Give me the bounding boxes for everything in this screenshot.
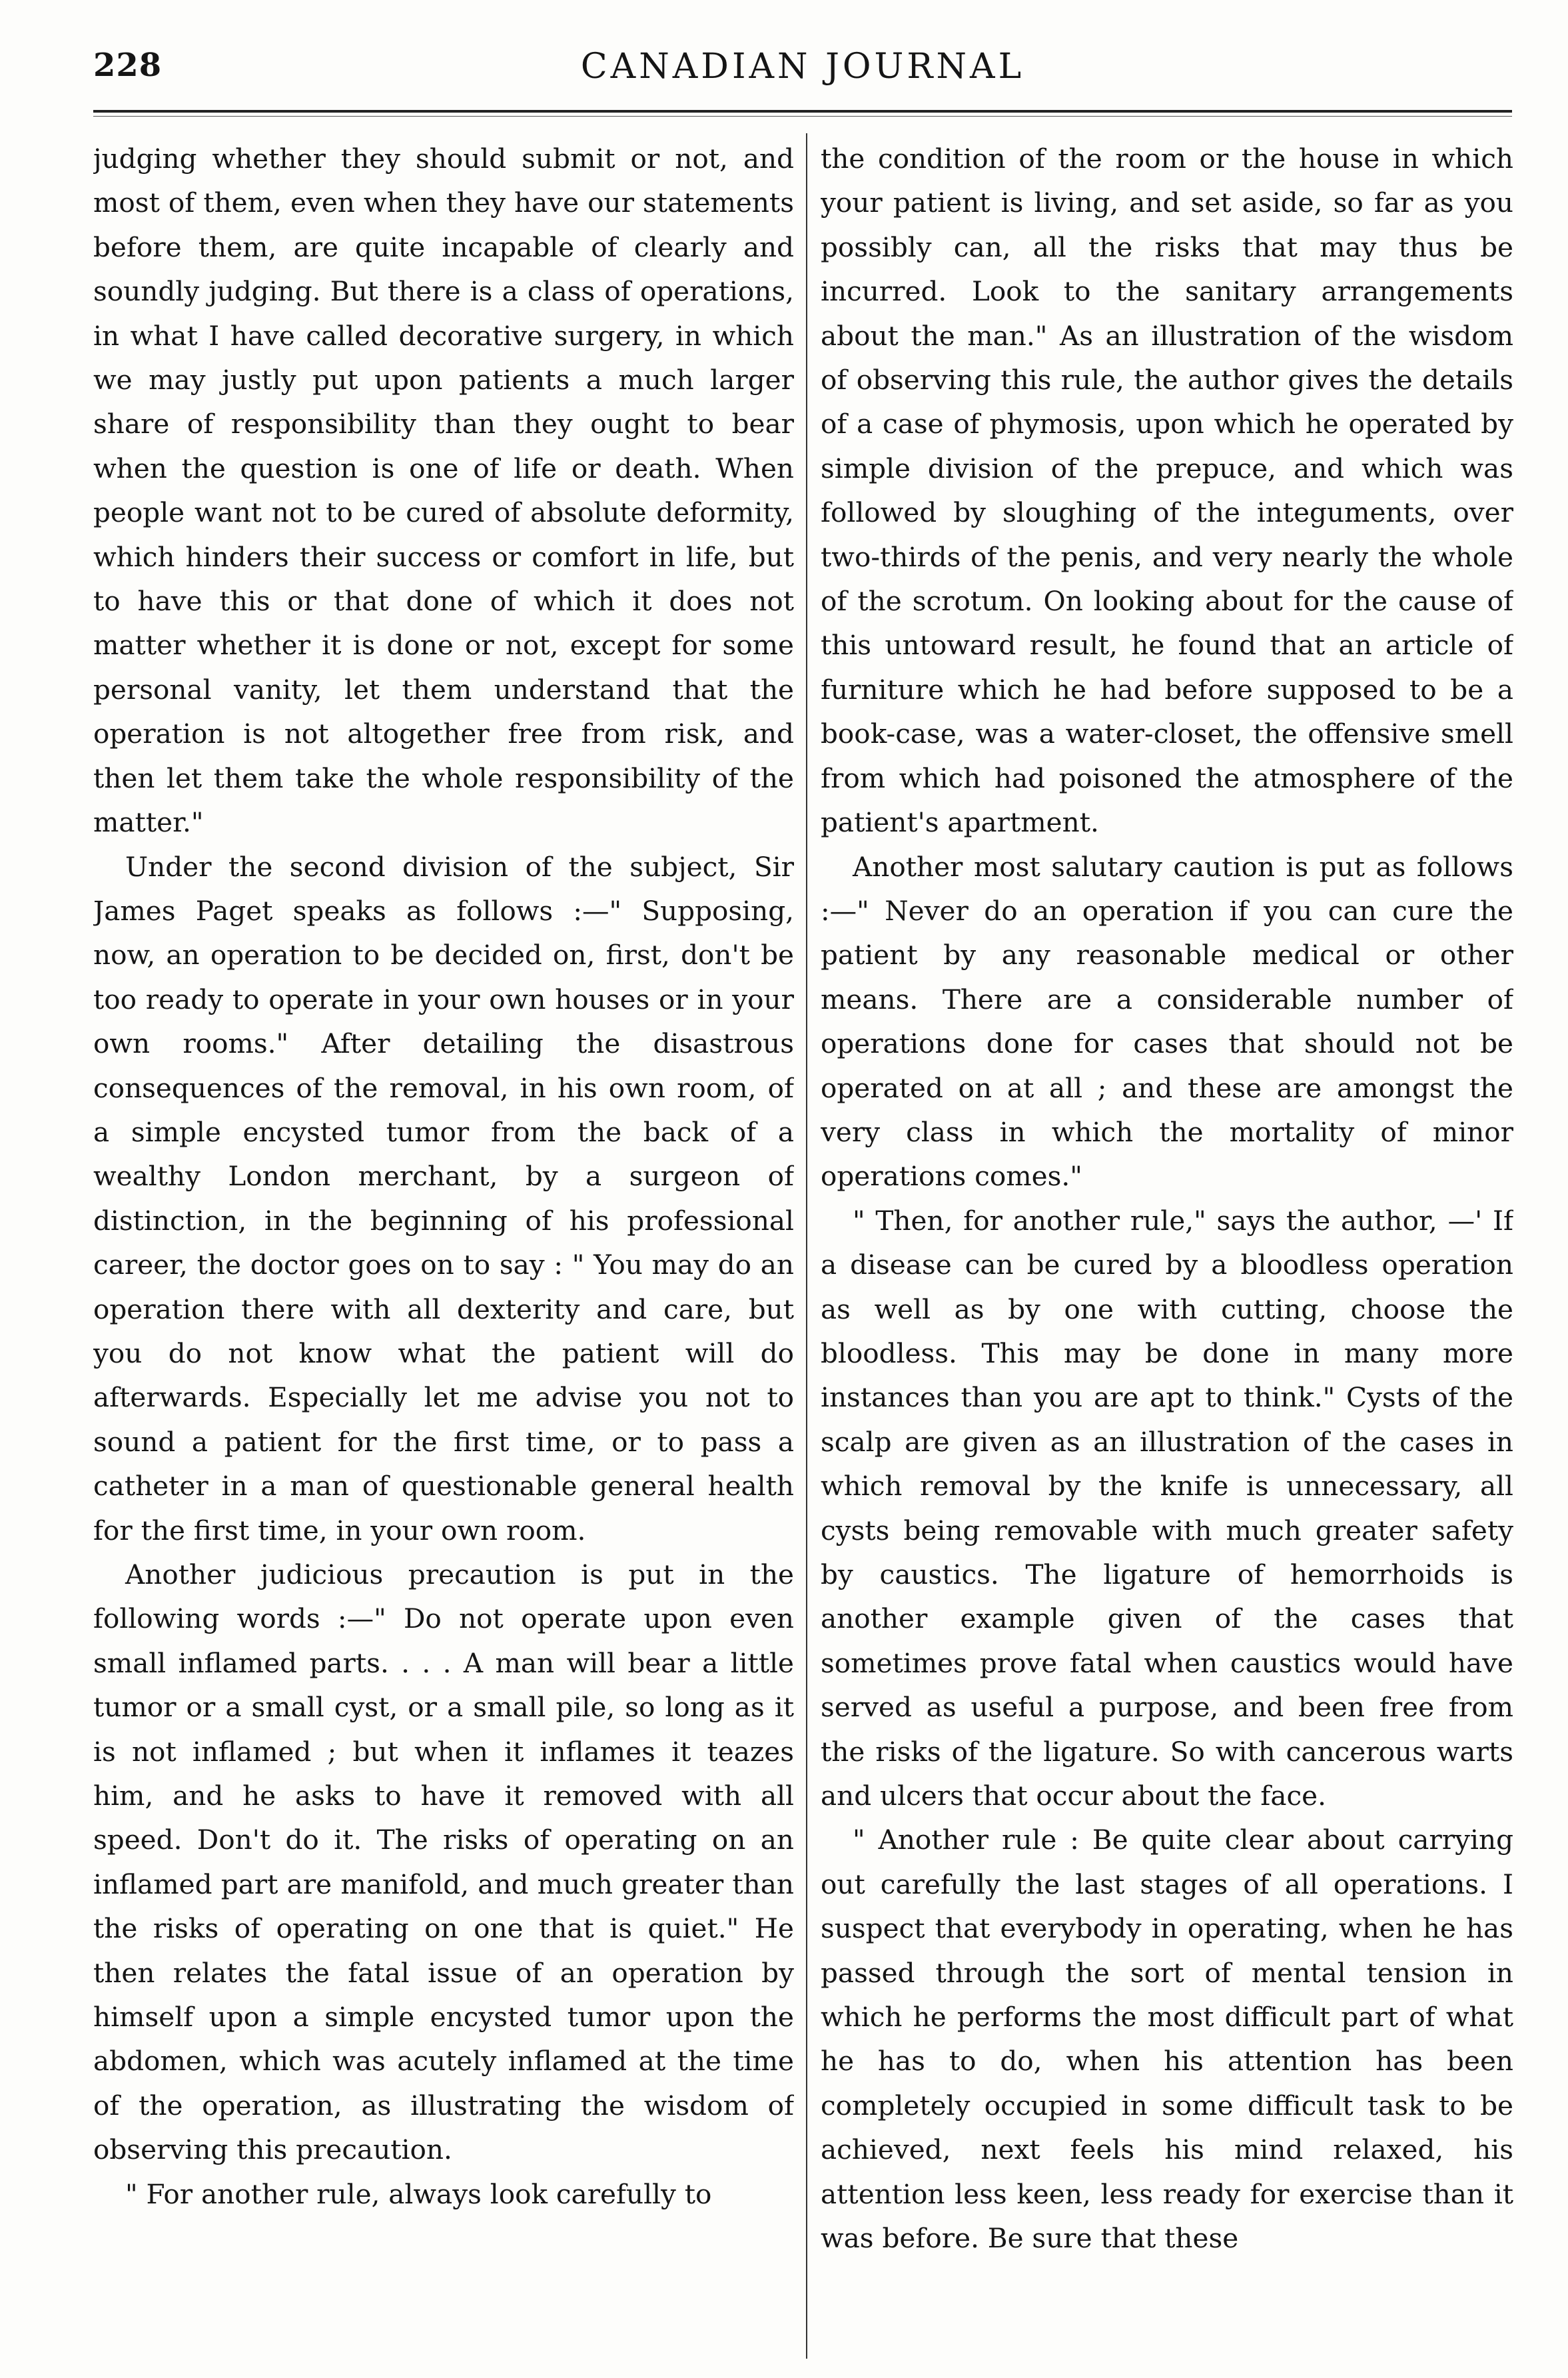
right-paragraph-1: the condition of the room or the house in which your patient is living, and set aside, so far as you possibly can, all the risks that may thus be incurred. Look to the sanitary arrangements about the man." As an illustration of the wisdom of observing this rule, the author gives the details of a case of phymosis, upon which he operated by simple division of the prepuce, and which was followed by sloughing of the integuments, over two-thirds of the penis, and very nearly the whole of the scrotum. On looking about for the cause of this untoward result, he found that an article of furniture which he had before supposed to be a book-case, was a water-closet, the offensive smell from which had poisoned the atmosphere of the patient's apartment.	[821, 143, 1513, 839]
left-paragraph-4: " For another rule, always look carefully to	[125, 2177, 712, 2210]
left-column	[93, 137, 794, 2355]
left-paragraph-1: judging whether they should submit or not, and most of them, even when they have our statements before them, are quite incapable of clearly and soundly judging. But there is a class of operations, in what I have called decorative surgery, in which we may justly put upon patients a much larger share of responsibility than they ought to bear when the question is one of life or death. When people want not to be cured of absolute deformity, which hinders their success or comfort in life, but to have this or that done of which it does not matter whether it is done or not, except for some personal vanity, let them understand that the operation is not altogether free from risk, and then let them take the whole responsibility of the matter."	[93, 143, 794, 839]
header-rule	[93, 110, 1512, 113]
header-rule-thin	[93, 116, 1512, 117]
right-column	[821, 137, 1513, 2355]
page-number: 228	[93, 47, 163, 84]
right-paragraph-4: " Another rule : Be quite clear about carrying out carefully the last stages of all operations. I suspect that everybody in operating, when he has passed through the sort of mental tension in which he performs the most difficult part of what he has to do, when his attention has been completely occupied in some difficult task to be achieved, next feels his mind relaxed, his attention less keen, less ready for exercise than it was before. Be sure that these	[821, 1824, 1513, 2255]
right-paragraph-2: Another most salutary caution is put as follows :—" Never do an operation if you can cure the patient by any reasonable medical or other means. There are a considerable number of operations done for cases that should not be operated on at all ; and these are amongst the very class in which the mortality of minor operations comes."	[821, 850, 1513, 1193]
left-paragraph-2: Under the second division of the subject, Sir James Paget speaks as follows :—" Supposing, now, an operation to be decided on, first, don't be too ready to operate in your own houses or in your own rooms." After detailing the disastrous consequences of the removal, in his own room, of a simple encysted tumor from the back of a wealthy London merchant, by a surgeon of distinction, in the beginning of his professional career, the doctor goes on to say : " You may do an operation there with all dexterity and care, but you do not know what the patient will do afterwards. Especially let me advise you not to sound a patient for the first time, or to pass a catheter in a man of questionable general health for the first time, in your own room.	[93, 850, 794, 1546]
running-title: CANADIAN JOURNAL	[580, 47, 1025, 87]
column-divider	[806, 133, 807, 2359]
right-paragraph-3: " Then, for another rule," says the author, —' If a disease can be cured by a bloodless operation as well as by one with cutting, choose the bloodless. This may be done in many more instances than you are apt to think." Cysts of the scalp are given as an illustration of the cases in which removal by the knife is unnecessary, all cysts being removable with much greater safety by caustics. The ligature of hemorrhoids is another example given of the cases that sometimes prove fatal when caustics would have served as useful a purpose, and been free from the risks of the ligature. So with cancerous warts and ulcers that occur about the face.	[821, 1204, 1513, 1812]
left-paragraph-3: Another judicious precaution is put in the following words :—" Do not operate upon even small inflamed parts. . . . A man will bear a little tumor or a small cyst, or a small pile, so long as it is not inflamed ; but when it inflames it teazes him, and he asks to have it removed with all speed. Don't do it. The risks of operating on an inflamed part are manifold, and much greater than the risks of operating on one that is quiet." He then relates the fatal issue of an operation by himself upon a simple encysted tumor upon the abdomen, which was acutely inflamed at the time of the operation, as illustrating the wisdom of observing this precaution.	[93, 1558, 794, 2166]
page-header	[93, 47, 1512, 107]
